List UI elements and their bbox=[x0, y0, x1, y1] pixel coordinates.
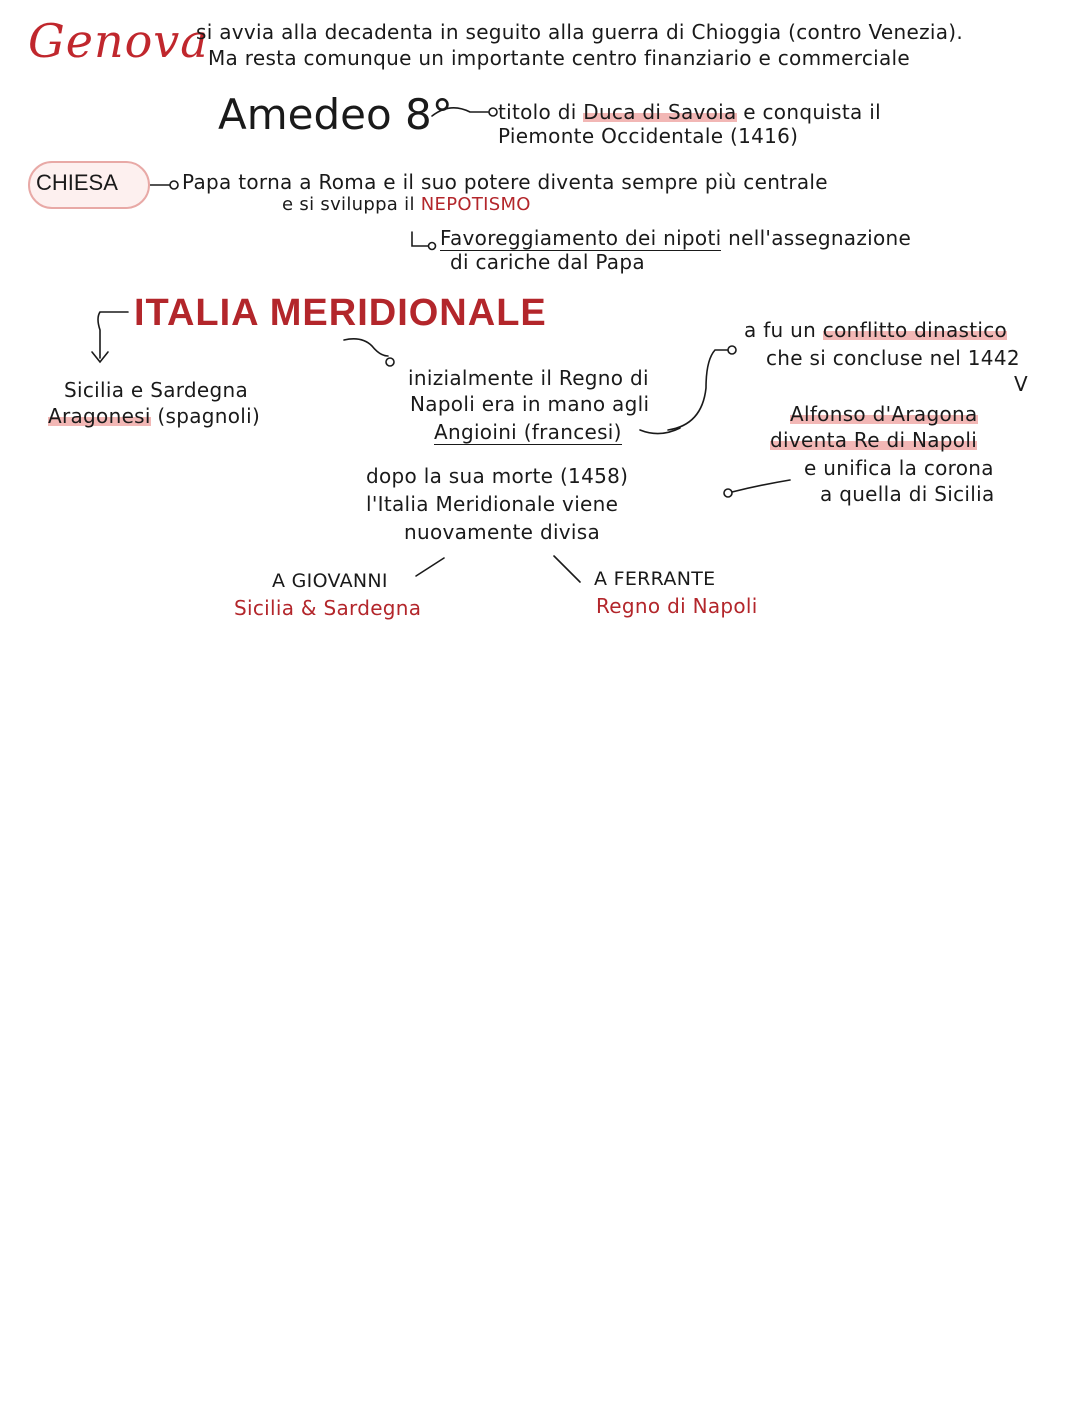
chiesa-line-2-pre: e si sviluppa il bbox=[282, 194, 421, 215]
morte-line-1: dopo la sua morte (1458) bbox=[366, 464, 629, 488]
sicilia-sardegna-line-2 bbox=[48, 406, 260, 426]
ferrante-realm: Regno di Napoli bbox=[596, 594, 758, 618]
giovanni-name: A GIOVANNI bbox=[272, 570, 388, 592]
alfonso-line-1 bbox=[790, 404, 978, 424]
chiesa-line-1: Papa torna a Roma e il suo potere diventa sempre più centrale bbox=[182, 170, 828, 194]
ferrante-name: A FERRANTE bbox=[594, 568, 716, 590]
chiesa-label: CHIESA bbox=[36, 170, 118, 195]
conflitto-line-2: che si concluse nel 1442 bbox=[766, 346, 1020, 370]
nepotismo-definition-underlined: Favoreggiamento dei nipoti bbox=[440, 226, 722, 250]
alfonso-line-4: a quella di Sicilia bbox=[820, 482, 995, 506]
re-di-napoli-highlight: diventa Re di Napoli bbox=[770, 428, 978, 452]
conflitto-pre: a fu un bbox=[744, 318, 823, 342]
morte-line-3: nuovamente divisa bbox=[404, 520, 601, 544]
conflitto-check: V bbox=[1014, 372, 1028, 396]
amedeo-line-1-post: e conquista il bbox=[736, 100, 881, 124]
alfonso-highlight: Alfonso d'Aragona bbox=[790, 402, 978, 426]
aragonesi-post: (spagnoli) bbox=[150, 404, 261, 428]
napoli-initial-line-1: inizialmente il Regno di bbox=[408, 366, 649, 390]
conflitto-highlight: conflitto dinastico bbox=[822, 318, 1008, 342]
napoli-initial-line-2: Napoli era in mano agli bbox=[410, 392, 650, 416]
nepotismo-definition-post: nell'assegnazione bbox=[721, 226, 912, 250]
genova-title: Genova bbox=[28, 14, 209, 68]
alfonso-line-3: e unifica la corona bbox=[804, 456, 994, 480]
nepotismo-definition-line-2: di cariche dal Papa bbox=[450, 250, 645, 274]
amedeo-line-2: Piemonte Occidentale (1416) bbox=[498, 124, 799, 148]
giovanni-realm: Sicilia & Sardegna bbox=[234, 596, 422, 620]
amedeo-title: Amedeo 8° bbox=[218, 90, 453, 139]
conflitto-line-1 bbox=[744, 320, 1007, 340]
alfonso-line-2 bbox=[770, 430, 977, 450]
nepotismo-definition-line-1 bbox=[440, 228, 911, 248]
angioini-underlined: Angioini (francesi) bbox=[434, 420, 622, 444]
sicilia-sardegna-line-1: Sicilia e Sardegna bbox=[64, 378, 249, 402]
morte-line-2: l'Italia Meridionale viene bbox=[366, 492, 619, 516]
amedeo-duca-highlight: Duca di Savoia bbox=[583, 100, 737, 124]
nepotismo-term: NEPOTISMO bbox=[420, 194, 531, 215]
genova-line-2: Ma resta comunque un importante centro finanziario e commerciale bbox=[208, 46, 911, 70]
amedeo-line-1-pre: titolo di bbox=[498, 100, 584, 124]
genova-line-1: si avvia alla decadenta in seguito alla guerra di Chioggia (contro Venezia). bbox=[196, 20, 964, 44]
chiesa-line-2 bbox=[282, 196, 531, 214]
aragonesi-highlight: Aragonesi bbox=[48, 404, 151, 428]
amedeo-line-1 bbox=[498, 102, 881, 122]
napoli-initial-line-3 bbox=[434, 422, 622, 442]
italia-meridionale-title: ITALIA MERIDIONALE bbox=[134, 292, 547, 334]
